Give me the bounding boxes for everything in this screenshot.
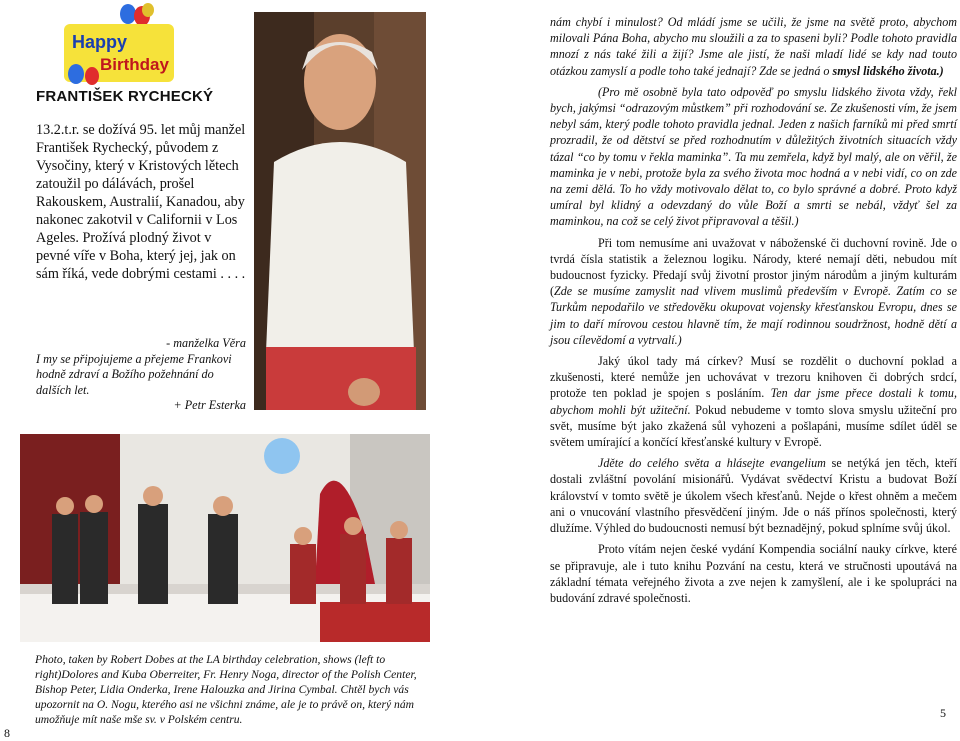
paragraph-4	[550, 353, 957, 450]
paragraph-2-text: (Pro mě osobně byla tato odpověď po smyslu lidského života vždy, řekl bych, jakýmsi “odrazovým můstkem” při rozhodování se. Ze zkušenosti vím, že jsem nebyl sám, který podle tohoto pravidla jednal. Jeden z našich farníků mi před smrtí prozradil, že od dětství se před rozhodnutím v důležitých životních situacích vždy tázal “co by tomu v řekla maminka”. Ta mu zemřela, když byl malý, ale on věřil, že maminka je v nebi, protože byla za svého života moc hodná a v nebi vidí, co on zde na zemi dělá. To ho vždy motivovalo dělat to, co bylo správné a dobré. Proto když umíral byl klidný a odevzdaný do vůle Boží a smrti se nebál, vždyť šel za maminkou, na což se celý život připravoval a těšil.)	[550, 84, 957, 229]
banner-line-2: Birthday	[100, 55, 169, 74]
paragraph-4-text: Jaký úkol tady má církev? Musí se rozdělit o duchovní poklad a zkušenosti, které nemůže jen uchovávat v trezoru knihoven či dobrých srdcí, protože ten poklad je spojen s posláním.	[550, 354, 957, 401]
group-photo	[20, 434, 430, 642]
paragraph-4-rest: Pokud nebudeme v tomto slova smyslu užiteční pro svět, musíme být jako zkažená sůl vyhozeni a pošlapáni, musíme sdílet úděl se světem umírající a končící křesťanské kultury v Evropě.	[550, 402, 957, 450]
banner-line-1: Happy	[72, 32, 128, 52]
article-signature-block	[36, 336, 246, 414]
page-number-left: 8	[4, 726, 10, 740]
article-intro: 13.2.t.r. se dožívá 95. let můj manžel František Rychecký, původem z Vysočiny, který v Kristových lětech zatoužil po dálávách, prošel Rakouskem, Australií, Kanadou, aby nakonec zakotvil v Californii v Los Ageles. Prožívá plodný život v pevné víře v Boha, který jej, jak on sám říká, vede dobrými cestami . . . .	[36, 122, 246, 282]
paragraph-5	[550, 455, 957, 536]
signature-wife: - manželka Věra	[166, 336, 246, 350]
paragraph-6	[550, 541, 957, 606]
paragraph-3	[550, 235, 957, 348]
paragraph-3-italic: Zde se musíme zamyslit nad vlivem muslimů především v Evropě. Zatím co se Turkům nepodařilo ve středověku okupovat vojensky křesťanskou Evropu, dnes se jim to daří mírovou cestou hlavně tím, že mají rodinnou soudržnost, hodně dětí a jsou cílevědomí a vytrvalí.)	[550, 284, 957, 347]
paragraph-1	[550, 14, 957, 79]
happy-birthday-banner	[62, 20, 176, 86]
portrait-photo	[254, 12, 426, 410]
paragraph-1-bold: smysl lidského života.)	[832, 63, 944, 78]
paragraph-4-italic: Ten dar jsme přece dostali k tomu, abychom mohli být užiteční.	[550, 386, 957, 417]
article-title: FRANTIŠEK RYCHECKÝ	[36, 88, 214, 105]
signature-petr: + Petr Esterka	[173, 398, 246, 412]
paragraph-2	[550, 84, 957, 230]
paragraph-1-text: nám chybí i minulost? Od mládí jsme se učili, že jsme na světě proto, abychom milovali Pána Boha, abycho mu sloužili a za to spaseni byli? Podle tohoto pravidla mnozí z nás také žili a žijí? Jsme ale jistí, že naši mladí lidé se kdy nad touto otázkou zamyslí a podle toho také jednají? Zde se jedná o	[550, 15, 957, 78]
birthday-wish: I my se připojujeme a přejeme Frankovi hodně zdraví a Božího požehnání do dalších let.	[36, 351, 232, 397]
photo-caption: Photo, taken by Robert Dobes at the LA birthday celebration, shows (left to right)Dolores and Kuba Oberreiter, Fr. Henry Noga, director of the Polish Center, Bishop Peter, Lidia Onderka, Irene Halouzka and Jirina Cymbal. Chtěl bych vás upozornit na O. Nogu, kterého asi ne všichni známe, ale je to právě on, který nám umožňuje mít naše mše sv. v Polském centru.	[35, 653, 417, 726]
paragraph-5-italic: Jděte do celého světa a hlásejte evangelium	[598, 456, 826, 471]
right-column-text	[550, 14, 957, 611]
paragraph-5-text: se netýká jen těch, kteří dostali zvláštní povolání misionářů. Vydávat svědectví Kristu a budovat Boží království v tomto světě je úkolem všech křesťanů. Nejde o křest ohněm a mečem ani o vnucování vlastního přesvědčení jiným. Jde o náš přínos společnosti, který dlužíme. Výhled do budoucnosti nemusí být beznadějný, pokud splníme svůj úkol.	[550, 456, 957, 536]
paragraph-3-text: Při tom nemusíme ani uvažovat v náboženské či duchovní rovině. Jde o tvrdá čísla statistik a železnou logiku. Národy, které nemají děti, nebudou mít budoucnost fyzicky. Předají svůj životní prostor jiným národům a jiným kulturám (	[550, 235, 957, 299]
paragraph-6-text: Proto vítám nejen české vydání Kompendia sociální nauky církve, které se připravuje, ale i tuto knihu Pozvání na cestu, která ve stručnosti upoutává na základní témata veřejného života a zve nejen k zamyšlení, ale i ke spolupráci na budování zdravé společnosti.	[550, 542, 957, 605]
page-number-right: 5	[940, 706, 946, 720]
